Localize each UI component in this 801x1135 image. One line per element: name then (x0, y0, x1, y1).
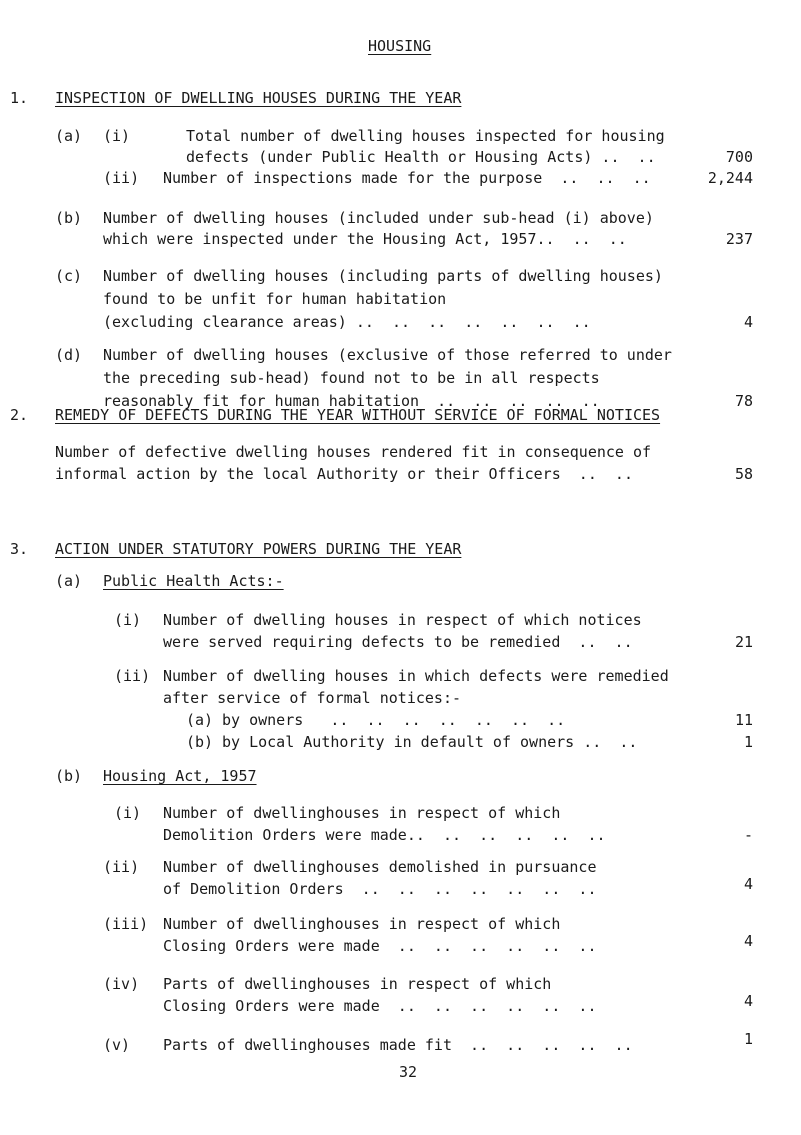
s3-b-iii-text-line1: Number of dwellinghouses in respect of which (163, 915, 561, 933)
section-2-heading: REMEDY OF DEFECTS DURING THE YEAR WITHOUT SERVICE OF FORMAL NOTICES (55, 406, 661, 424)
s1-a-i-text-line1: Total number of dwelling houses inspected for housing (186, 127, 665, 145)
s3-a-label: (a) (55, 572, 83, 590)
s1-b-text-line1: Number of dwelling houses (included under sub-head (i) above) (103, 209, 654, 227)
s1-a-i-value: 700 (725, 148, 753, 166)
s3-b-iv-label: (iv) (103, 975, 140, 993)
s3-a-ii-b-label: (b) (186, 733, 214, 751)
s3-b-i-text-line2: Demolition Orders were made.. .. .. .. .. .. (163, 826, 606, 844)
s3-a-ii-text-line2: after service of formal notices:- (163, 689, 462, 707)
s3-a-i-label: (i) (114, 611, 142, 629)
s1-a-ii-label: (ii) (103, 169, 140, 187)
s3-a-ii-label: (ii) (114, 667, 151, 685)
s2-text-line2: informal action by the local Authority or their Officers .. .. (55, 465, 633, 483)
s1-a-ii-value: 2,244 (707, 169, 753, 187)
s3-a-i-text-line1: Number of dwelling houses in respect of which notices (163, 611, 642, 629)
s1-b-text-line2: which were inspected under the Housing Act, 1957.. .. .. (103, 230, 627, 248)
s3-b-i-label: (i) (114, 804, 142, 822)
s1-a-label: (a) (55, 127, 83, 145)
s3-b-ii-text-line2: of Demolition Orders .. .. .. .. .. .. .. (163, 880, 597, 898)
section-2-number: 2. (10, 406, 29, 424)
section-1-number: 1. (10, 89, 29, 107)
s3-b-iv-text-line2: Closing Orders were made .. .. .. .. .. .. (163, 997, 597, 1015)
s1-c-text-line1: Number of dwelling houses (including parts of dwelling houses) (103, 267, 663, 285)
s1-c-text-line3: (excluding clearance areas) .. .. .. .. .. .. .. (103, 313, 591, 331)
s3-b-ii-label: (ii) (103, 858, 140, 876)
s3-b-v-value: 1 (743, 1030, 753, 1048)
s3-b-iii-text-line2: Closing Orders were made .. .. .. .. .. .. (163, 937, 597, 955)
s3-a-i-text-line2: were served requiring defects to be remedied .. .. (163, 633, 633, 651)
s3-b-ii-text-line1: Number of dwellinghouses demolished in pursuance (163, 858, 597, 876)
s3-a-ii-b-value: 1 (743, 733, 753, 751)
s1-d-value: 78 (734, 392, 753, 410)
section-3-number: 3. (10, 540, 29, 558)
s1-d-text-line1: Number of dwelling houses (exclusive of those referred to under (103, 346, 672, 364)
s1-d-text-line3: reasonably fit for human habitation .. .. .. .. .. (103, 392, 600, 410)
s3-b-iv-text-line1: Parts of dwellinghouses in respect of which (163, 975, 552, 993)
s1-c-label: (c) (55, 267, 83, 285)
page-number: 32 (398, 1063, 418, 1081)
s3-b-v-text: Parts of dwellinghouses made fit .. .. .. .. .. (163, 1036, 633, 1054)
s1-d-text-line2: the preceding sub-head) found not to be in all respects (103, 369, 600, 387)
s3-b-iii-label: (iii) (103, 915, 149, 933)
s3-a-ii-a-value: 11 (734, 711, 753, 729)
s1-a-i-text-line2: defects (under Public Health or Housing Acts) .. .. (186, 148, 656, 166)
s3-a-ii-a-text: by owners .. .. .. .. .. .. .. (222, 711, 566, 729)
section-3-heading: ACTION UNDER STATUTORY POWERS DURING THE YEAR (55, 540, 462, 558)
s3-a-ii-text-line1: Number of dwelling houses in which defects were remedied (163, 667, 669, 685)
s3-a-ii-b-text: by Local Authority in default of owners .. .. (222, 733, 638, 751)
s1-a-ii-text: Number of inspections made for the purpose .. .. .. (163, 169, 651, 187)
page-title: HOUSING (368, 37, 432, 55)
s1-b-value: 237 (725, 230, 753, 248)
s1-d-label: (d) (55, 346, 83, 364)
s3-b-iii-value: 4 (743, 932, 753, 950)
s3-b-i-value: - (743, 826, 753, 844)
s3-a-ii-a-label: (a) (186, 711, 214, 729)
s2-value: 58 (734, 465, 753, 483)
s3-b-label: (b) (55, 767, 83, 785)
s1-c-value: 4 (743, 313, 753, 331)
s3-b-i-text-line1: Number of dwellinghouses in respect of which (163, 804, 561, 822)
section-1-heading: INSPECTION OF DWELLING HOUSES DURING THE YEAR (55, 89, 462, 107)
s3-b-iv-value: 4 (743, 992, 753, 1010)
s1-b-label: (b) (55, 209, 83, 227)
s3-a-i-value: 21 (734, 633, 753, 651)
s3-b-heading: Housing Act, 1957 (103, 767, 257, 785)
s3-a-heading: Public Health Acts:- (103, 572, 284, 590)
s3-b-v-label: (v) (103, 1036, 131, 1054)
s1-c-text-line2: found to be unfit for human habitation (103, 290, 447, 308)
s3-b-ii-value: 4 (743, 875, 753, 893)
s2-text-line1: Number of defective dwelling houses rendered fit in consequence of (55, 443, 652, 461)
s1-a-i-label: (i) (103, 127, 131, 145)
